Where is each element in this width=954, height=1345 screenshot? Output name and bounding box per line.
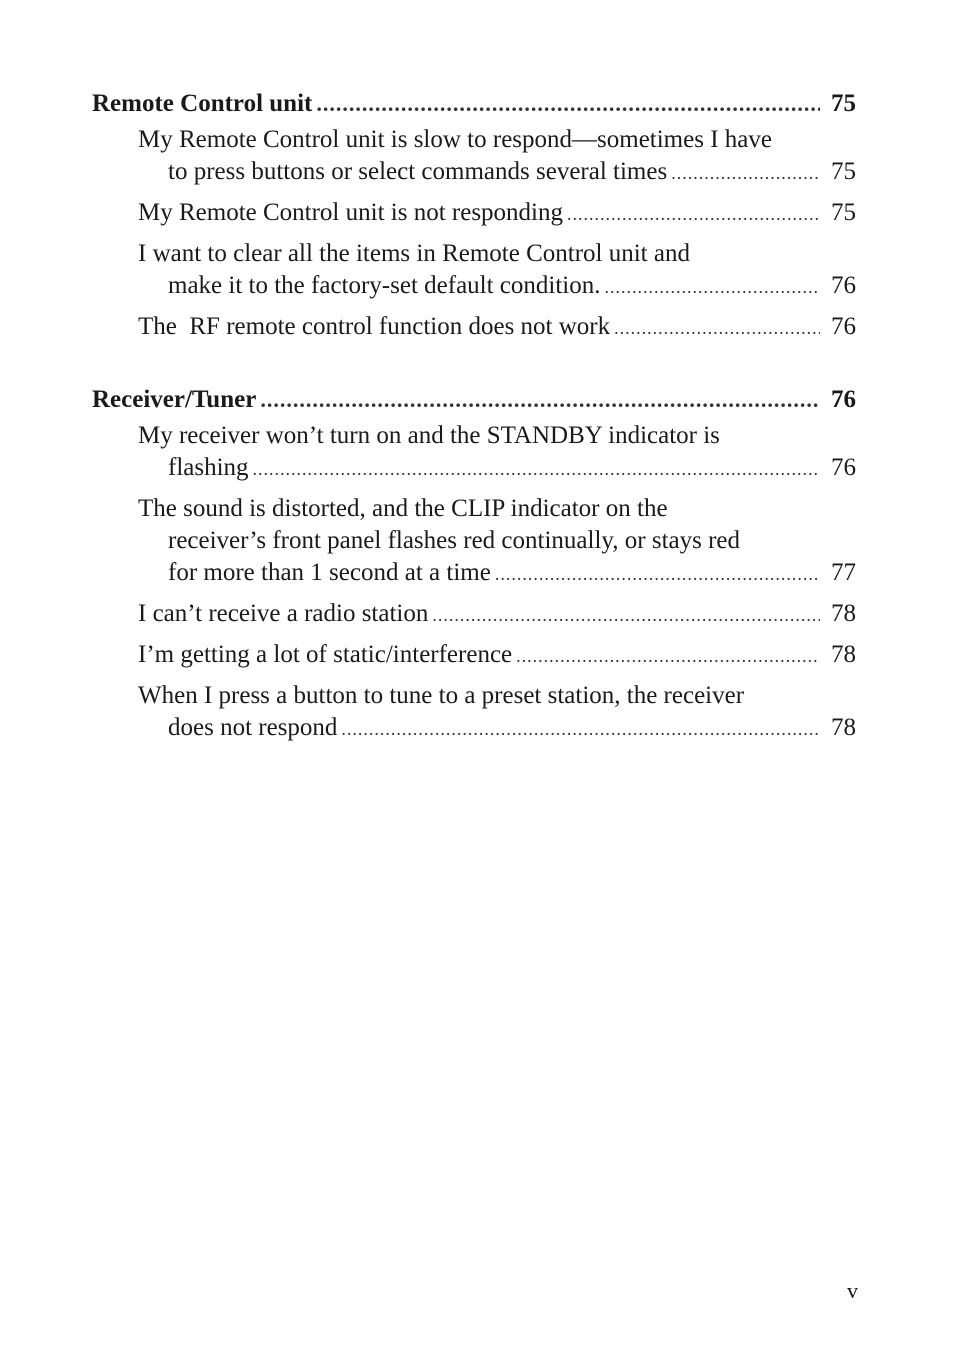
toc-section-remote-control	[92, 88, 856, 344]
page-folio: v	[847, 1278, 858, 1303]
table-of-contents	[92, 88, 856, 785]
toc-entry-page: 76	[831, 272, 856, 299]
toc-entry[interactable]	[138, 197, 856, 230]
toc-entry-text: I can’t receive a radio station	[138, 600, 429, 627]
toc-entry[interactable]	[138, 639, 856, 672]
dot-leader	[432, 599, 820, 631]
toc-entry-page: 78	[831, 714, 856, 741]
toc-entry-page: 77	[831, 559, 856, 586]
toc-heading-title: Remote Control unit	[92, 90, 313, 117]
toc-entry-text: for more than 1 second at a time	[168, 559, 491, 586]
toc-entry-page: 78	[831, 641, 856, 668]
toc-entry[interactable]	[138, 680, 856, 745]
toc-entry[interactable]	[138, 420, 856, 485]
dot-leader	[516, 640, 820, 672]
toc-heading-title: Receiver/Tuner	[92, 386, 257, 413]
dot-leader	[671, 157, 820, 189]
toc-entry-text: does not respond	[168, 714, 338, 741]
dot-leader	[495, 558, 820, 590]
dot-leader	[316, 88, 820, 120]
dot-leader	[253, 453, 820, 485]
toc-entry[interactable]	[138, 493, 856, 590]
toc-entry-text: My Remote Control unit is not responding	[138, 199, 563, 226]
toc-entry-text: make it to the factory-set default condition.	[168, 272, 601, 299]
toc-entry-text: My receiver won’t turn on and the STANDBY indicator is	[138, 422, 720, 449]
toc-entry-text: receiver’s front panel flashes red continually, or stays red	[168, 527, 741, 554]
toc-entry-page: 75	[831, 158, 856, 185]
toc-section-receiver-tuner	[92, 384, 856, 745]
dot-leader	[614, 312, 820, 344]
toc-heading[interactable]	[92, 88, 856, 120]
dot-leader	[341, 713, 820, 745]
toc-entry-text: I’m getting a lot of static/interference	[138, 641, 513, 668]
toc-entry-text: The RF remote control function does not work	[138, 313, 611, 340]
toc-entry[interactable]	[138, 311, 856, 344]
toc-entry[interactable]	[138, 598, 856, 631]
toc-entry-text: The sound is distorted, and the CLIP indicator on the	[138, 495, 668, 522]
toc-heading-page: 76	[831, 386, 856, 413]
toc-entry-page: 78	[831, 600, 856, 627]
dot-leader	[260, 384, 820, 416]
toc-entry-page: 76	[831, 454, 856, 481]
toc-entry-page: 76	[831, 313, 856, 340]
toc-entry-text: flashing	[168, 454, 249, 481]
toc-entry-text: I want to clear all the items in Remote Control unit and	[138, 240, 690, 267]
toc-heading-page: 75	[831, 90, 856, 117]
toc-entry-page: 75	[831, 199, 856, 226]
toc-entry-text: to press buttons or select commands several times	[168, 158, 668, 185]
toc-entry-text: When I press a button to tune to a preset station, the receiver	[138, 682, 745, 709]
toc-heading[interactable]	[92, 384, 856, 416]
dot-leader	[567, 198, 820, 230]
dot-leader	[605, 271, 821, 303]
toc-entry[interactable]	[138, 124, 856, 189]
toc-entry[interactable]	[138, 238, 856, 303]
toc-entry-text: My Remote Control unit is slow to respond—sometimes I have	[138, 126, 772, 153]
